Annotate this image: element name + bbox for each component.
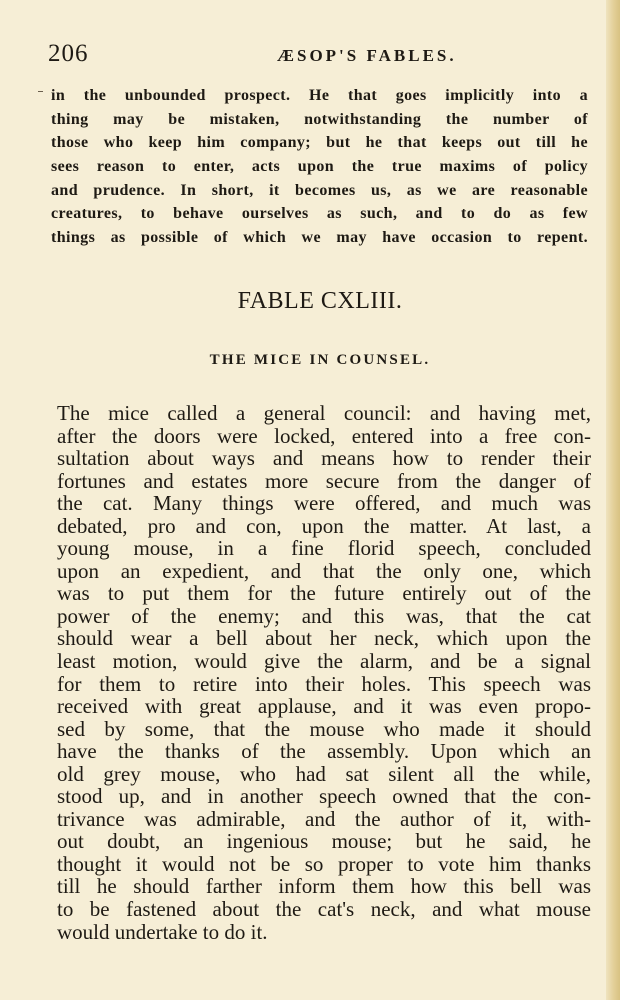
text-line: out doubt, an ingenious mouse; but he said, he [57, 829, 591, 854]
running-head: ÆSOP'S FABLES. [277, 46, 457, 65]
text-line: have the thanks of the assembly. Upon which an [57, 739, 591, 764]
text-line: debated, pro and con, upon the matter. At last, a [57, 513, 591, 538]
text-line: sultation about ways and means how to render their [57, 446, 591, 471]
text-line: sees reason to enter, acts upon the true maxims of policy [51, 158, 588, 176]
text-line: the cat. Many things were offered, and much was [57, 491, 591, 516]
margin-mark [38, 91, 43, 92]
text-line: The mice called a general council: and having met, [57, 401, 591, 425]
text-line: old grey mouse, who had sat silent all the while, [57, 761, 591, 786]
text-line: received with great applause, and it was even propo- [57, 694, 591, 719]
text-line: sed by some, that the mouse who made it should [57, 716, 591, 741]
text-line: for them to retire into their holes. This speech was [57, 671, 591, 696]
preceding-paragraph [51, 84, 588, 250]
text-line: and prudence. In short, it becomes us, as we are reasonable [51, 181, 588, 199]
text-line: fortunes and estates more secure from the danger of [57, 468, 591, 493]
fable-title: THE MICE IN COUNSEL. [209, 352, 431, 368]
text-line: those who keep him company; but he that keeps out till he [51, 134, 588, 152]
text-line: stood up, and in another speech owned that the con- [57, 784, 591, 809]
text-line: young mouse, in a fine florid speech, concluded [57, 536, 591, 561]
text-line: would undertake to do it. [57, 919, 268, 944]
text-line: least motion, would give the alarm, and be a signal [57, 649, 591, 674]
text-line: was to put them for the future entirely out of the [57, 581, 591, 606]
text-line: power of the enemy; and this was, that the cat [57, 603, 591, 628]
text-line: till he should farther inform them how this bell was [57, 874, 591, 899]
page-edge [606, 0, 620, 1000]
fable-number: FABLE CXLIII. [237, 288, 403, 314]
text-line: should wear a bell about her neck, which upon the [57, 626, 591, 651]
fable-body [57, 402, 591, 943]
text-line: after the doors were locked, entered into a free con- [57, 423, 591, 448]
text-line: to be fastened about the cat's neck, and what mouse [57, 897, 591, 922]
text-line: in the unbounded prospect. He that goes implicitly into a [51, 87, 588, 104]
text-line: creatures, to behave ourselves as such, and to do as few [51, 205, 588, 223]
page-number: 206 [48, 40, 89, 67]
text-line: thing may be mistaken, notwithstanding the number of [51, 110, 588, 128]
text-line: trivance was admirable, and the author of it, with- [57, 806, 591, 831]
text-line: upon an expedient, and that the only one, which [57, 558, 591, 583]
page-header [48, 40, 586, 70]
text-line: thought it would not be so proper to vote him thanks [57, 851, 591, 876]
text-line: things as possible of which we may have occasion to repent. [51, 229, 588, 247]
